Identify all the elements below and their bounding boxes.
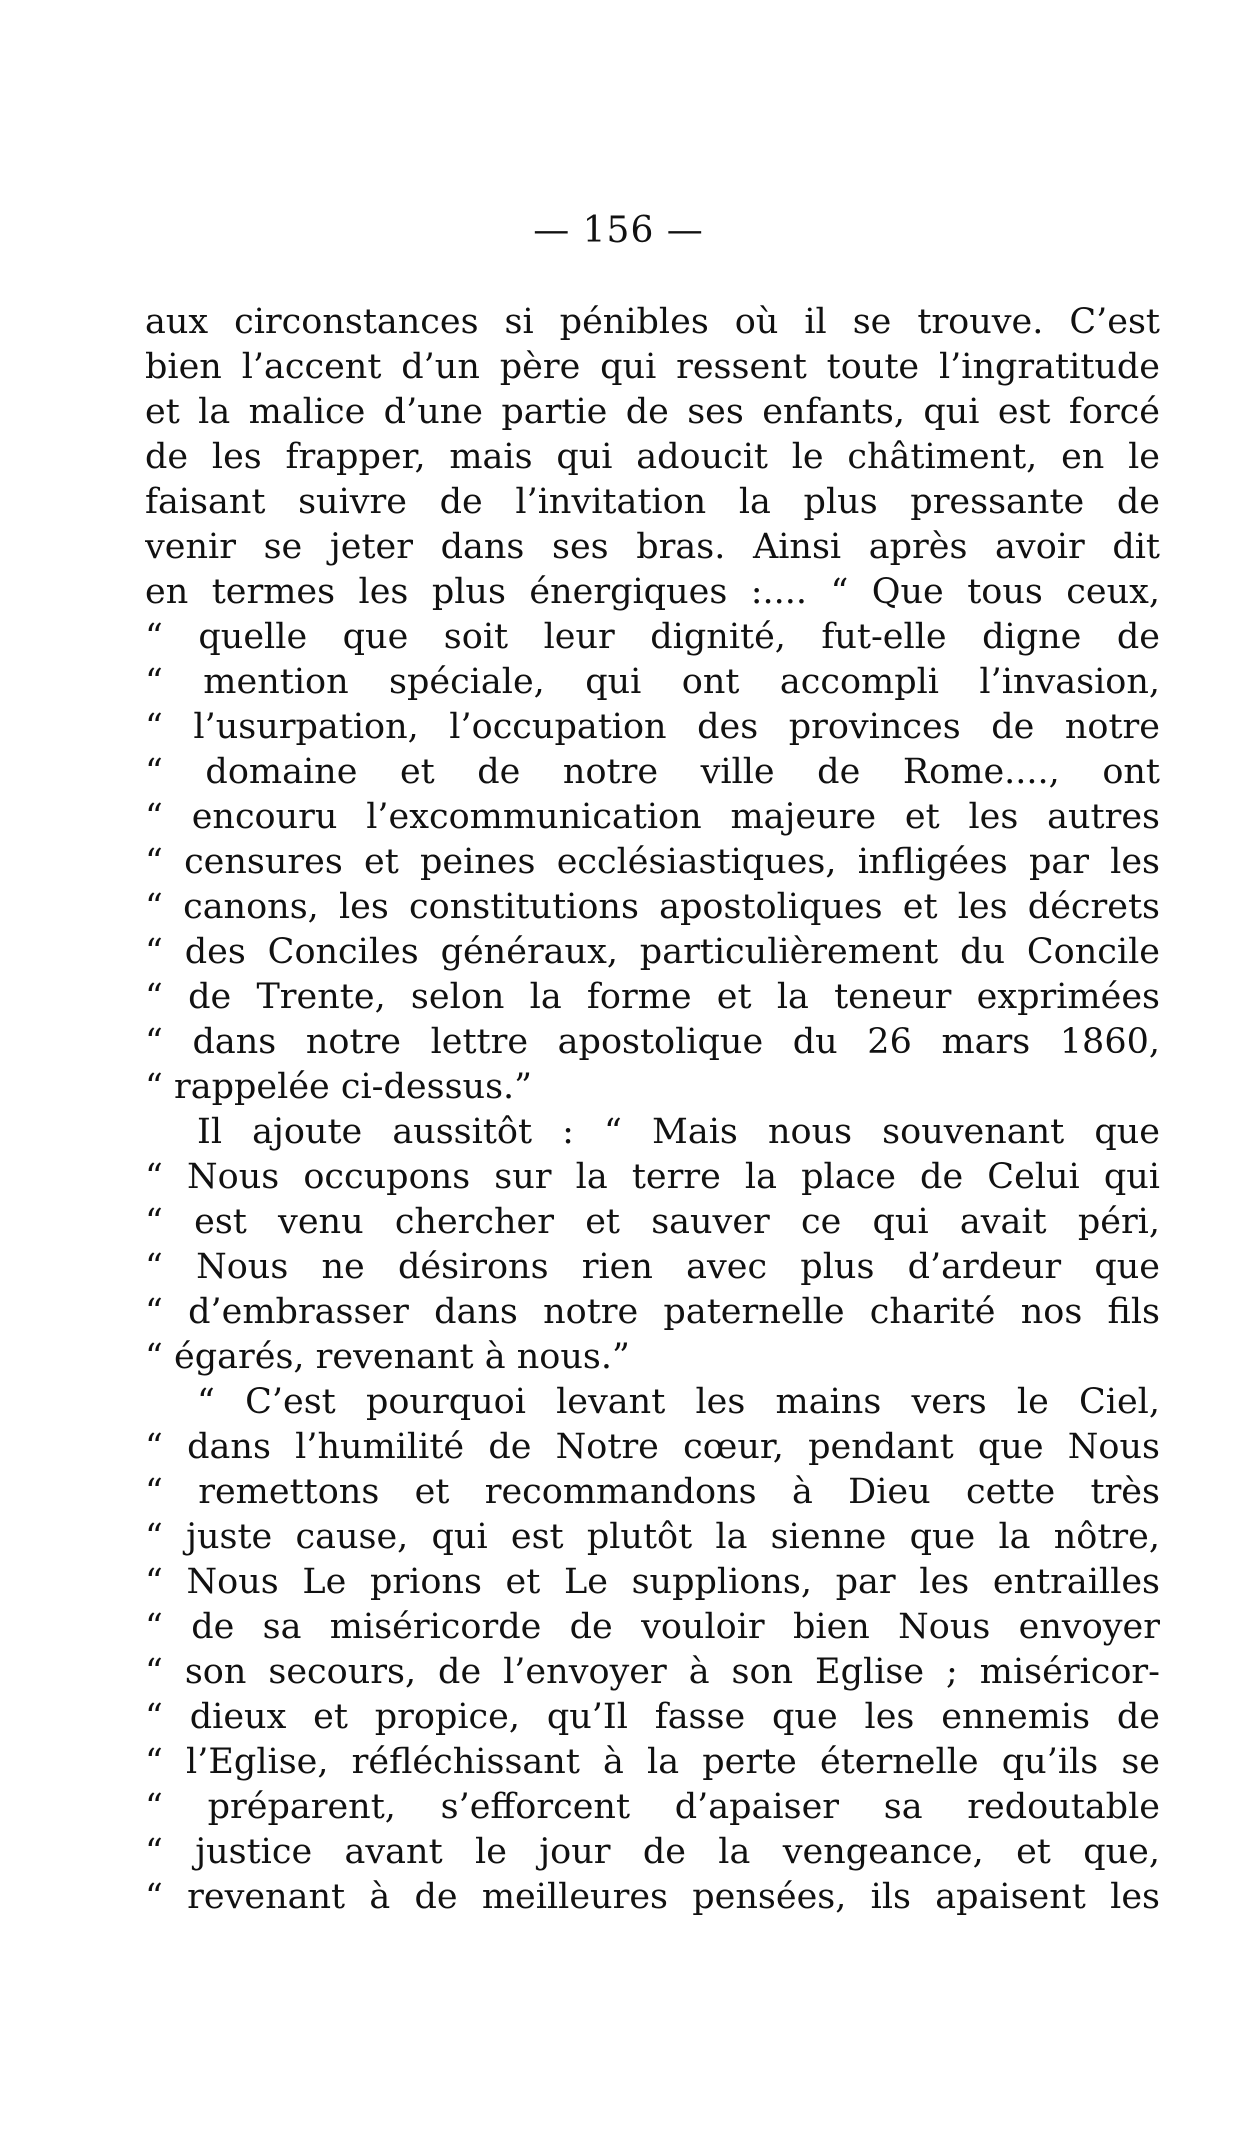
text-line: “ égarés, revenant à nous.”: [145, 1337, 630, 1377]
text-line: de les frapper, mais qui adoucit le châtiment, en le: [145, 437, 1160, 477]
text-line: “ des Conciles généraux, particulièrement du Concile: [145, 932, 1160, 972]
text-line: “ quelle que soit leur dignité, fut-elle digne de: [145, 617, 1160, 657]
text-line: “ justice avant le jour de la vengeance, et que,: [145, 1832, 1160, 1872]
text-line: “ l’usurpation, l’occupation des provinces de notre: [145, 707, 1160, 747]
text-line: “ Nous ne désirons rien avec plus d’ardeur que: [145, 1247, 1160, 1287]
text-line: “ de Trente, selon la forme et la teneur exprimées: [145, 977, 1160, 1017]
text-line: “ d’embrasser dans notre paternelle charité nos fils: [145, 1292, 1160, 1332]
text-line: “ dans notre lettre apostolique du 26 mars 1860,: [145, 1022, 1160, 1062]
text-line: “ encouru l’excommunication majeure et les autres: [145, 797, 1160, 837]
text-line: “ dans l’humilité de Notre cœur, pendant que Nous: [145, 1427, 1160, 1467]
body-text: [145, 300, 1160, 1920]
text-line: “ canons, les constitutions apostoliques et les décrets: [145, 887, 1160, 927]
text-line: “ juste cause, qui est plutôt la sienne que la nôtre,: [145, 1517, 1160, 1557]
text-line: “ rappelée ci-dessus.”: [145, 1067, 533, 1107]
text-line: “ Nous occupons sur la terre la place de Celui qui: [145, 1157, 1160, 1197]
text-line: et la malice d’une partie de ses enfants, qui est forcé: [145, 392, 1160, 432]
page-number: — 156 —: [533, 210, 704, 251]
text-line: faisant suivre de l’invitation la plus pressante de: [145, 482, 1160, 522]
text-line: “ remettons et recommandons à Dieu cette très: [145, 1472, 1160, 1512]
text-line: “ mention spéciale, qui ont accompli l’invasion,: [145, 662, 1160, 702]
text-line: “ censures et peines ecclésiastiques, infligées par les: [145, 842, 1160, 882]
text-line: “ son secours, de l’envoyer à son Eglise ; miséricor-: [145, 1652, 1160, 1692]
text-line: bien l’accent d’un père qui ressent toute l’ingratitude: [145, 347, 1160, 387]
text-line: Il ajoute aussitôt : “ Mais nous souvenant que: [197, 1112, 1160, 1152]
text-line: “ est venu chercher et sauver ce qui avait péri,: [145, 1202, 1160, 1242]
text-line: en termes les plus énergiques :.... “ Que tous ceux,: [145, 572, 1160, 612]
text-line: “ domaine et de notre ville de Rome...., ont: [145, 752, 1160, 792]
text-line: “ l’Eglise, réfléchissant à la perte éternelle qu’ils se: [145, 1742, 1160, 1782]
text-line: “ dieux et propice, qu’Il fasse que les ennemis de: [145, 1697, 1160, 1737]
text-line: aux circonstances si pénibles où il se trouve. C’est: [145, 302, 1160, 342]
text-line: “ C’est pourquoi levant les mains vers le Ciel,: [197, 1382, 1160, 1422]
text-line: “ revenant à de meilleures pensées, ils apaisent les: [145, 1877, 1160, 1917]
text-line: “ Nous Le prions et Le supplions, par les entrailles: [145, 1562, 1160, 1602]
text-line: venir se jeter dans ses bras. Ainsi après avoir dit: [145, 527, 1160, 567]
text-line: “ préparent, s’efforcent d’apaiser sa redoutable: [145, 1787, 1160, 1827]
text-line: “ de sa miséricorde de vouloir bien Nous envoyer: [145, 1607, 1160, 1647]
